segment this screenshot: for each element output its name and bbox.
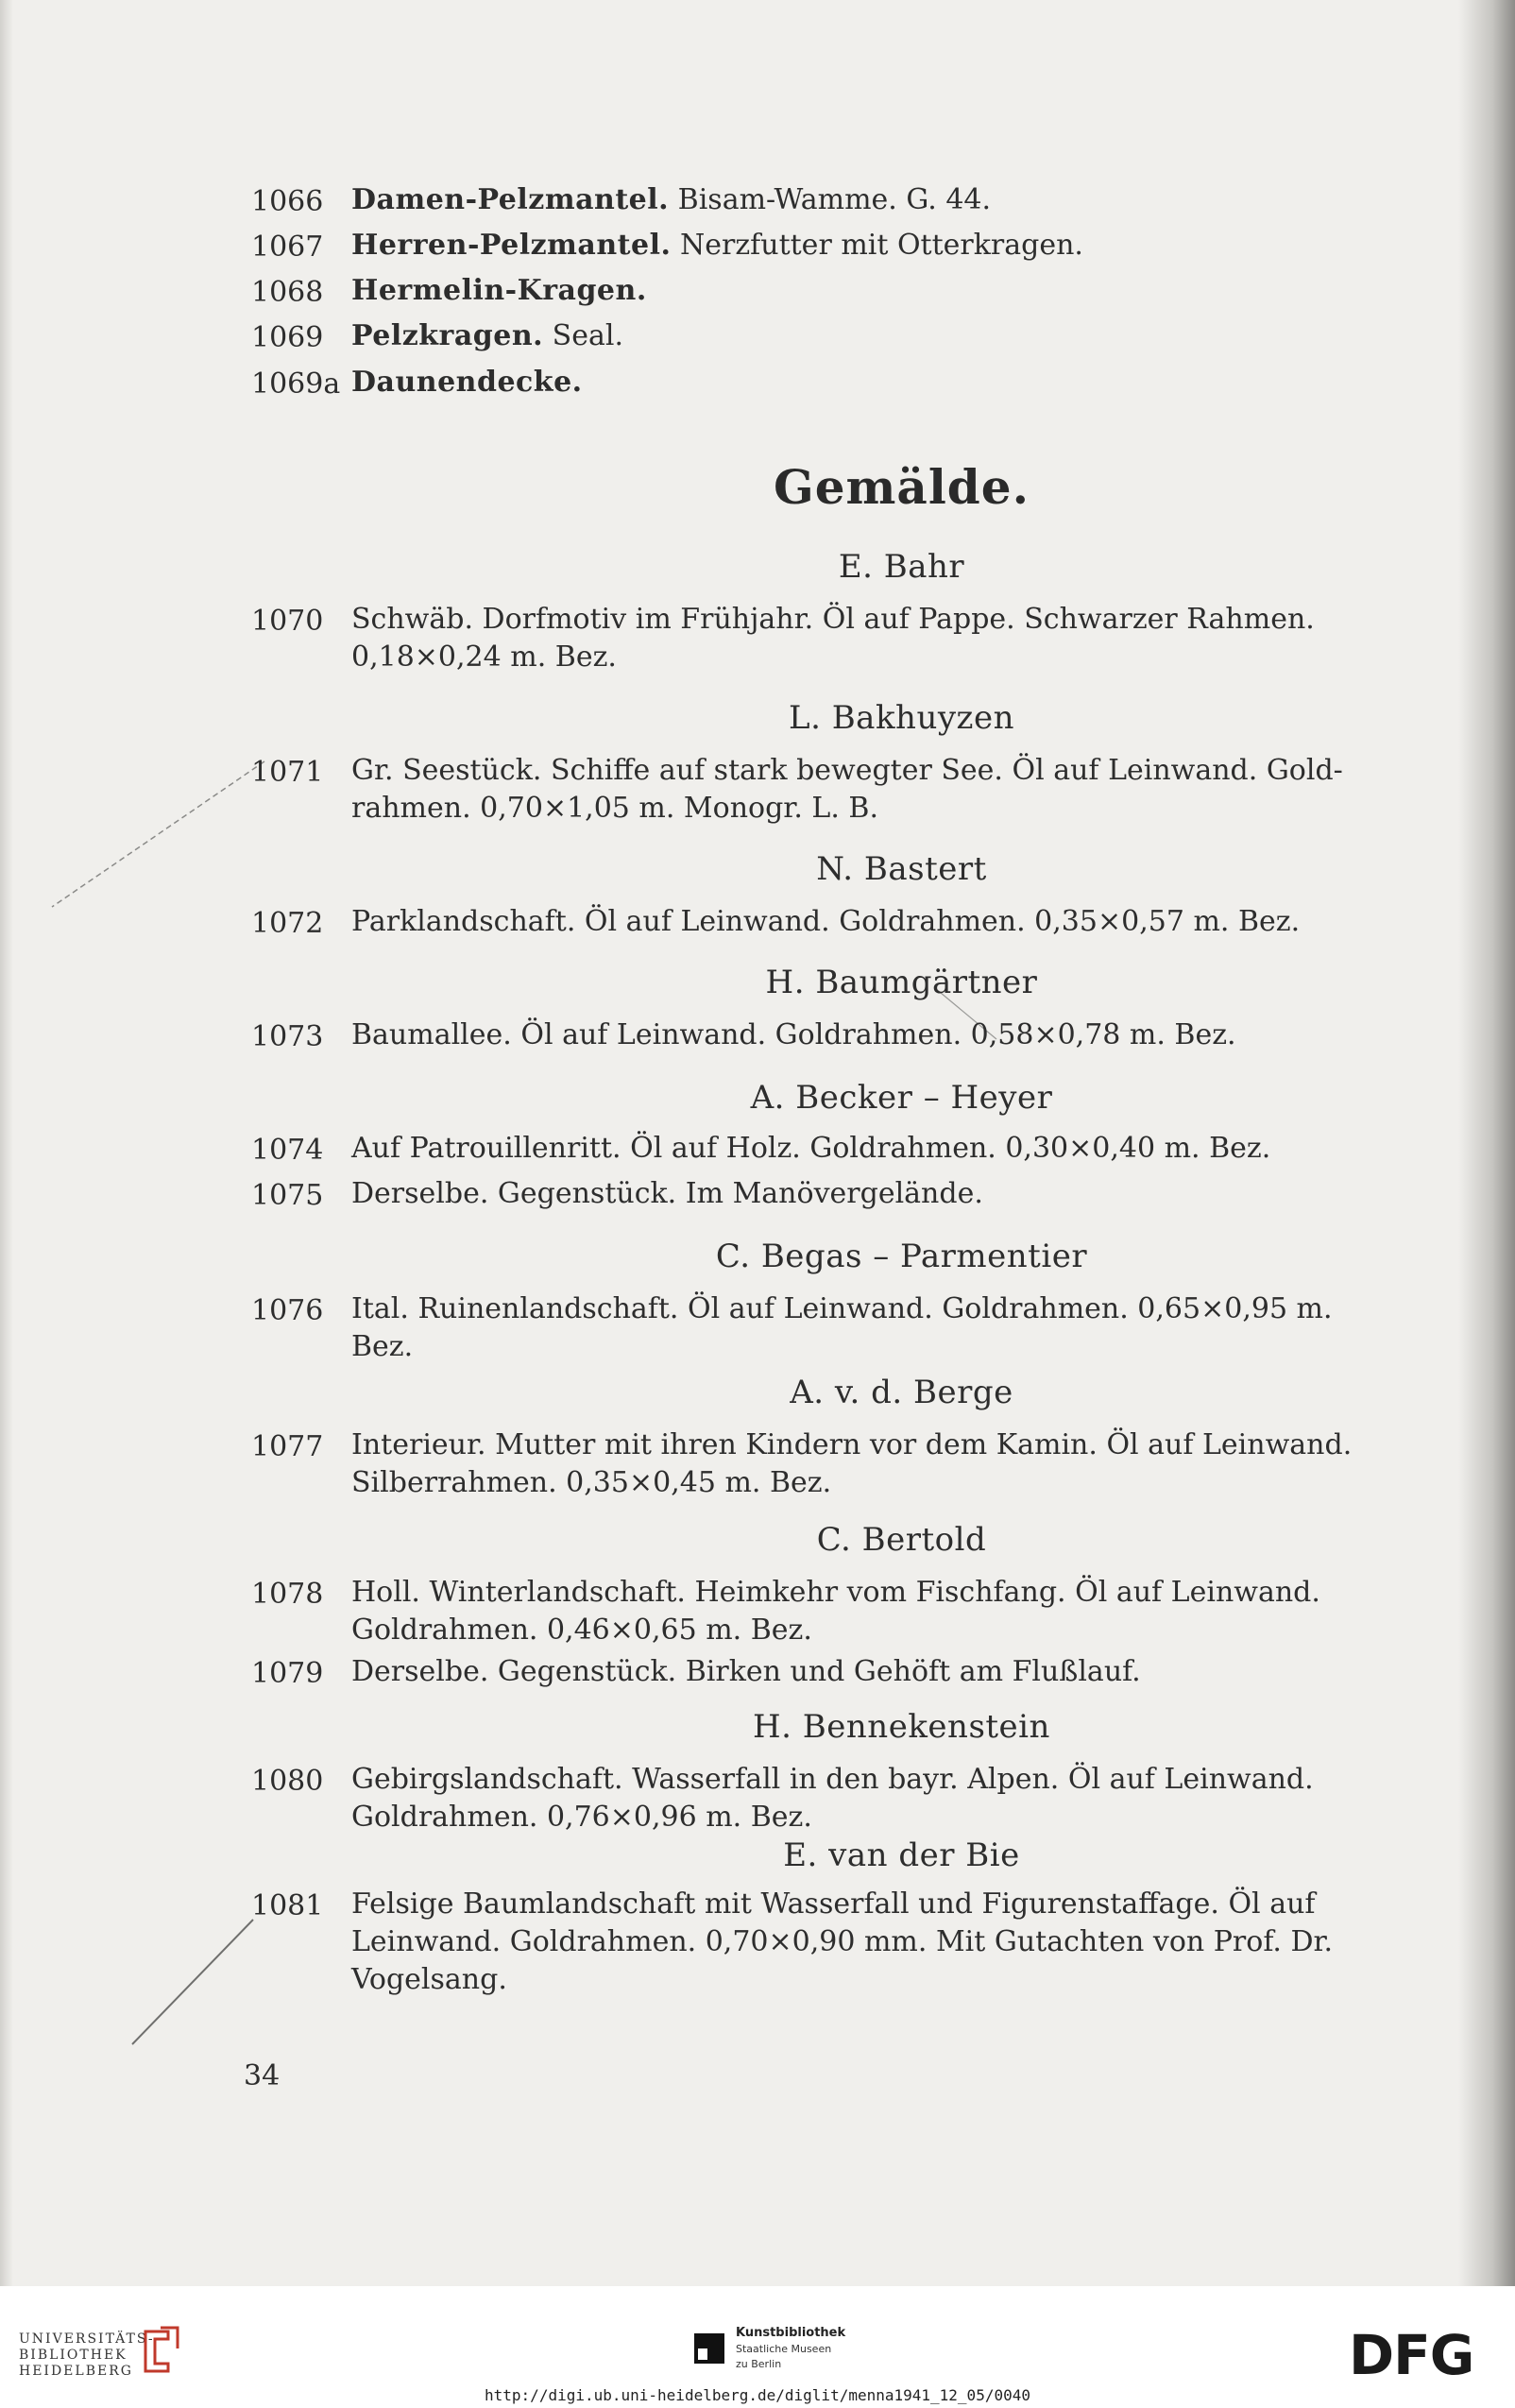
artist-heading: H. Bennekenstein — [753, 1708, 1050, 1746]
item-description — [351, 1574, 1452, 1649]
kunstbibliothek-subtitle: zu Berlin — [736, 2358, 782, 2370]
item-text: Nerzfutter mit Otterkragen. — [680, 229, 1083, 262]
page-number: 34 — [244, 2059, 281, 2092]
item-number: 1075 — [251, 1179, 324, 1212]
description-line: Bez. — [351, 1330, 414, 1363]
description-line: Interieur. Mutter mit ihren Kindern vor dem Kamin. Öl auf Leinwand. — [351, 1428, 1353, 1461]
item-title: Damen-Pelzmantel. — [351, 183, 670, 216]
item-number: 1071 — [251, 756, 324, 789]
description-line: Leinwand. Goldrahmen. 0,70×0,90 mm. Mit Gutachten von Prof. Dr. — [351, 1925, 1334, 1958]
artist-heading: C. Begas – Parmentier — [715, 1238, 1088, 1275]
university-line: HEIDELBERG — [19, 2364, 133, 2379]
item-number: 1080 — [251, 1765, 324, 1798]
item-number: 1077 — [251, 1430, 324, 1463]
description-line: Silberrahmen. 0,35×0,45 m. Bez. — [351, 1466, 832, 1499]
kunstbibliothek-square-icon — [694, 2333, 724, 2364]
artist-heading: L. Bakhuyzen — [789, 699, 1014, 737]
kunstbibliothek-title: Kunstbibliothek — [736, 2326, 846, 2340]
footer-bar — [0, 2286, 1515, 2408]
item-number: 1081 — [251, 1889, 324, 1922]
description-line: Vogelsang. — [351, 1963, 507, 1996]
item-number: 1067 — [251, 231, 324, 264]
university-line: UNIVERSITÄTS- — [19, 2331, 155, 2347]
item-title: Hermelin-Kragen. — [351, 274, 647, 307]
item-description: Baumallee. Öl auf Leinwand. Goldrahmen. 0,58×0,78 m. Bez. — [351, 1018, 1236, 1051]
description-line: Goldrahmen. 0,46×0,65 m. Bez. — [351, 1614, 812, 1647]
pencil-stroke-1081 — [132, 1920, 253, 2044]
artist-heading: N. Bastert — [816, 850, 987, 888]
item-title: Daunendecke. — [351, 366, 583, 399]
artist-heading: A. v. d. Berge — [790, 1374, 1013, 1411]
description-line: Gr. Seestück. Schiffe auf stark bewegter See. Öl auf Leinwand. Gold- — [351, 754, 1343, 787]
item-description — [351, 1886, 1452, 1999]
kunstbibliothek-subtitle: Staatliche Museen — [736, 2343, 832, 2355]
description-line: Schwäb. Dorfmotiv im Frühjahr. Öl auf Pappe. Schwarzer Rahmen. — [351, 603, 1315, 636]
dfg-logo: DFG — [1349, 2323, 1474, 2387]
artist-heading: E. Bahr — [838, 548, 965, 586]
source-url[interactable]: http://digi.ub.uni-heidelberg.de/diglit/menna1941_12_05/0040 — [485, 2386, 1030, 2404]
description-line: Ital. Ruinenlandschaft. Öl auf Leinwand. Goldrahmen. 0,65×0,95 m. — [351, 1292, 1333, 1325]
item-text: Bisam-Wamme. G. 44. — [677, 183, 992, 216]
artist-heading: C. Bertold — [816, 1521, 987, 1559]
artist-heading: A. Becker – Heyer — [750, 1079, 1053, 1117]
artist-heading: H. Baumgärtner — [765, 964, 1038, 1001]
section-title: Gemälde. — [774, 459, 1030, 515]
item-description: Derselbe. Gegenstück. Birken und Gehöft am Flußlauf. — [351, 1655, 1141, 1688]
university-emblem-icon — [140, 2326, 181, 2375]
description-line: rahmen. 0,70×1,05 m. Monogr. L. B. — [351, 792, 878, 825]
artist-heading: E. van der Bie — [783, 1836, 1020, 1874]
item-number: 1073 — [251, 1020, 324, 1053]
description-line: Felsige Baumlandschaft mit Wasserfall und Figurenstaffage. Öl auf — [351, 1887, 1316, 1921]
description-line: 0,18×0,24 m. Bez. — [351, 640, 617, 674]
item-number: 1072 — [251, 907, 324, 940]
description-line: Gebirgslandschaft. Wasserfall in den bayr. Alpen. Öl auf Leinwand. — [351, 1763, 1314, 1796]
description-line: Holl. Winterlandschaft. Heimkehr vom Fischfang. Öl auf Leinwand. — [351, 1576, 1320, 1609]
item-number: 1078 — [251, 1578, 324, 1611]
item-number: 1076 — [251, 1294, 324, 1327]
university-line: BIBLIOTHEK — [19, 2348, 128, 2363]
item-description — [351, 1290, 1452, 1366]
item-number: 1066 — [251, 185, 324, 218]
item-number: 1070 — [251, 605, 324, 638]
pencil-stroke-1071 — [52, 761, 264, 907]
item-description — [351, 1426, 1452, 1502]
item-description: Auf Patrouillenritt. Öl auf Holz. Goldrahmen. 0,30×0,40 m. Bez. — [351, 1132, 1271, 1165]
item-number: 1068 — [251, 276, 324, 309]
item-title: Herren-Pelzmantel. — [351, 229, 672, 262]
item-title: Pelzkragen. — [351, 319, 544, 352]
item-number: 1079 — [251, 1657, 324, 1690]
item-description — [351, 601, 1452, 676]
item-number: 1069a — [251, 367, 341, 401]
description-line: Goldrahmen. 0,76×0,96 m. Bez. — [351, 1801, 812, 1834]
item-number: 1074 — [251, 1134, 324, 1167]
item-text: Seal. — [552, 319, 623, 352]
item-number: 1069 — [251, 321, 324, 354]
university-library-logo — [19, 2331, 155, 2380]
item-description — [351, 1761, 1452, 1836]
item-description — [351, 752, 1452, 828]
item-description: Parklandschaft. Öl auf Leinwand. Goldrahmen. 0,35×0,57 m. Bez. — [351, 905, 1301, 938]
item-description: Derselbe. Gegenstück. Im Manövergelände. — [351, 1177, 983, 1210]
